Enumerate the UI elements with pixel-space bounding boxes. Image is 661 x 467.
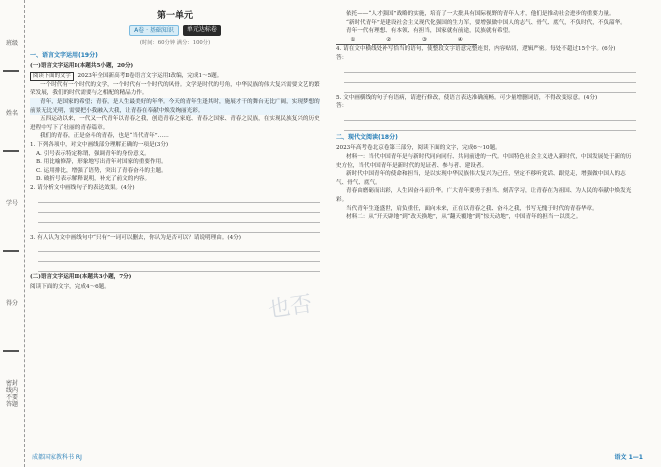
question-4: 4. 请在文中横线处补写恰当的语句，使整段文字语意完整连贯，内容贴切，逻辑严密。每处不超过15个字。(6分) bbox=[336, 46, 616, 53]
binding-mark bbox=[3, 350, 19, 352]
article-closing: 材料二：从“开天辟地”到“改天换地”，从“翻天覆地”到“惊天动地”，中国青年的担当一以贯之。 bbox=[346, 214, 582, 221]
option-c[interactable]: C. 运用排比，增强了语势，突出了青春奋斗的主题。 bbox=[36, 167, 167, 174]
tag-unit-test: 单元达标卷 bbox=[183, 25, 221, 36]
fill-blank[interactable]: ④ bbox=[443, 36, 477, 46]
passage-paragraph: “新时代青年”是建设社会主义现代化强国的生力军，要增强做中国人的志气、骨气、底气，不负时代，不负韶华。 bbox=[346, 19, 626, 26]
answer-line[interactable] bbox=[344, 112, 636, 121]
binding-mark bbox=[3, 250, 19, 252]
binding-mark bbox=[3, 70, 19, 72]
answer-line[interactable] bbox=[38, 204, 320, 213]
reading-intro: 2023年全国新高考Ⅱ卷语言文字运用Ⅰ改编，完成1～5题。 bbox=[77, 72, 223, 79]
binding-fold-note: 密封线内不要答题 bbox=[6, 380, 19, 408]
answer-line[interactable] bbox=[38, 194, 320, 203]
fill-blank[interactable]: ① bbox=[336, 36, 370, 46]
binding-margin bbox=[0, 0, 25, 467]
question-1: 1. 下列各项中，对文中画线部分理解正确的一项是(3分) bbox=[30, 141, 169, 148]
answer-line[interactable] bbox=[38, 263, 320, 272]
page-title: 第一单元 bbox=[156, 11, 193, 21]
watermark: 也否 bbox=[266, 292, 314, 323]
binding-label-score: 得分 bbox=[6, 300, 19, 307]
passage-paragraph: 依托——“人才强国”战略的实施，培育了一大批具有国际视野的青年人才，他们是推动社会进步的重要力量。 bbox=[346, 11, 615, 17]
option-d[interactable]: D. 破折号表示解释说明，补充了前文的内容。 bbox=[36, 176, 151, 183]
subsection-heading: (二)语言文字运用Ⅱ(本题共3小题，7分) bbox=[30, 274, 132, 281]
reading-label: 阅读下面的文字 bbox=[30, 72, 74, 81]
answer-line[interactable] bbox=[344, 64, 636, 73]
section-intro: 2023年高考卷北京卷第三部分，阅读下面的文字，完成6～10题。 bbox=[336, 145, 501, 152]
tag-basic: A卷 · 基础知识 bbox=[129, 25, 179, 36]
section-heading: 一、语言文字运用(19分) bbox=[30, 51, 98, 59]
option-a[interactable]: A. 引号表示特定称谓，强调青年的身份意义。 bbox=[36, 150, 150, 157]
binding-mark bbox=[3, 150, 19, 152]
question-5: 5. 文中画横线的句子有语病，请进行修改，使语言表达准确流畅。可少量增删词语，不得改变原意。(4分) bbox=[336, 94, 598, 101]
article-paragraph: 材料一：当代中国青年是与新时代同向同行、共同前进的一代。中国特色社会主义进入新时代，中国发展处于新的历史方位，当代中国青年是新时代的见证者、参与者、建设者。 bbox=[336, 153, 632, 169]
passage-paragraph: 青年一代有理想、有本领、有担当，国家就有前途，民族就有希望。 bbox=[346, 28, 514, 35]
right-column bbox=[336, 10, 636, 222]
answer-line[interactable] bbox=[344, 84, 636, 93]
passage-paragraph: 青年，是国家的希望；青春，是人生最美好的年华。今天的青年生逢其时，施展才干的舞台无比广阔，实现梦想的前景无比光明，需要把小我融入大我，让青春在奉献中焕发绚丽光彩。 bbox=[30, 98, 320, 114]
reading-instruction bbox=[30, 72, 320, 81]
subsection-heading: (一)语言文字运用Ⅰ(本题共5小题，20分) bbox=[30, 63, 134, 70]
section-heading: 二、现代文阅读(18分) bbox=[336, 133, 398, 141]
footer-page-number: 语文 1—1 bbox=[614, 454, 643, 461]
exam-meta: (时间：60分钟 满分：100分) bbox=[139, 40, 211, 46]
article-paragraph: 新时代中国青年的使命和担当，是以实现中华民族伟大复兴为己任，坚定不移听党话、跟党走，增强做中国人的志气、骨气、底气。 bbox=[336, 171, 626, 186]
answer-line[interactable] bbox=[38, 243, 320, 252]
passage-paragraph: 五四运动以来，一代又一代青年以青春之我，创造青春之家庭、青春之国家、青春之民族，在实现民族复兴的历史进程中写下了壮丽的青春篇章。 bbox=[30, 116, 320, 131]
footer-left: 成都国家教科书 RJ bbox=[32, 454, 82, 461]
reading2-intro: 阅读下面的文字，完成4～6题。 bbox=[30, 283, 110, 290]
binding-label-class: 班级 bbox=[6, 40, 19, 47]
option-b[interactable]: B. 用比喻修辞，形象地写出青年对国家的重要作用。 bbox=[36, 159, 167, 166]
answer-label: 答： bbox=[336, 54, 348, 61]
answer-line[interactable] bbox=[38, 224, 320, 233]
fill-blank[interactable]: ③ bbox=[408, 36, 442, 46]
article-paragraph: 青春由磨砺而出彩，人生因奋斗而升华。广大青年要勇于担当、刻苦学习，让青春在为祖国、为人民的奉献中焕发光彩。 bbox=[336, 188, 632, 203]
passage-tail: 我们的青春，正是奋斗的青春，也是“当代青年”…… bbox=[40, 133, 169, 140]
question-2: 2. 请分析文中画线句子的表达效果。(4分) bbox=[30, 184, 135, 191]
passage-paragraph: 一个时代有一个时代的文学，一个时代有一个时代的风骨。文学是时代的号角，中华民族的伟大复兴需要文艺的繁荣发展，我们的时代需要与之相配的精品力作。 bbox=[30, 81, 320, 97]
title-tags bbox=[30, 25, 320, 36]
fill-blank[interactable]: ② bbox=[372, 36, 406, 46]
answer-line[interactable] bbox=[38, 253, 320, 262]
blank-row bbox=[336, 36, 636, 46]
question-3: 3. 有人认为文中画线句中“只有”一词可以删去，你认为是否可以？请说明理由。(4分) bbox=[30, 234, 241, 241]
binding-label-id: 学号 bbox=[6, 200, 19, 207]
answer-line[interactable] bbox=[344, 74, 636, 83]
binding-label-name: 姓名 bbox=[6, 110, 19, 117]
left-column bbox=[30, 10, 320, 291]
answer-label: 答： bbox=[336, 103, 348, 110]
answer-line[interactable] bbox=[344, 122, 636, 131]
article-paragraph: 当代青年生逢盛世，肩负重任，面向未来，正在以青春之我、奋斗之我，书写无愧于时代的青春华章。 bbox=[346, 205, 598, 212]
answer-line[interactable] bbox=[38, 214, 320, 223]
